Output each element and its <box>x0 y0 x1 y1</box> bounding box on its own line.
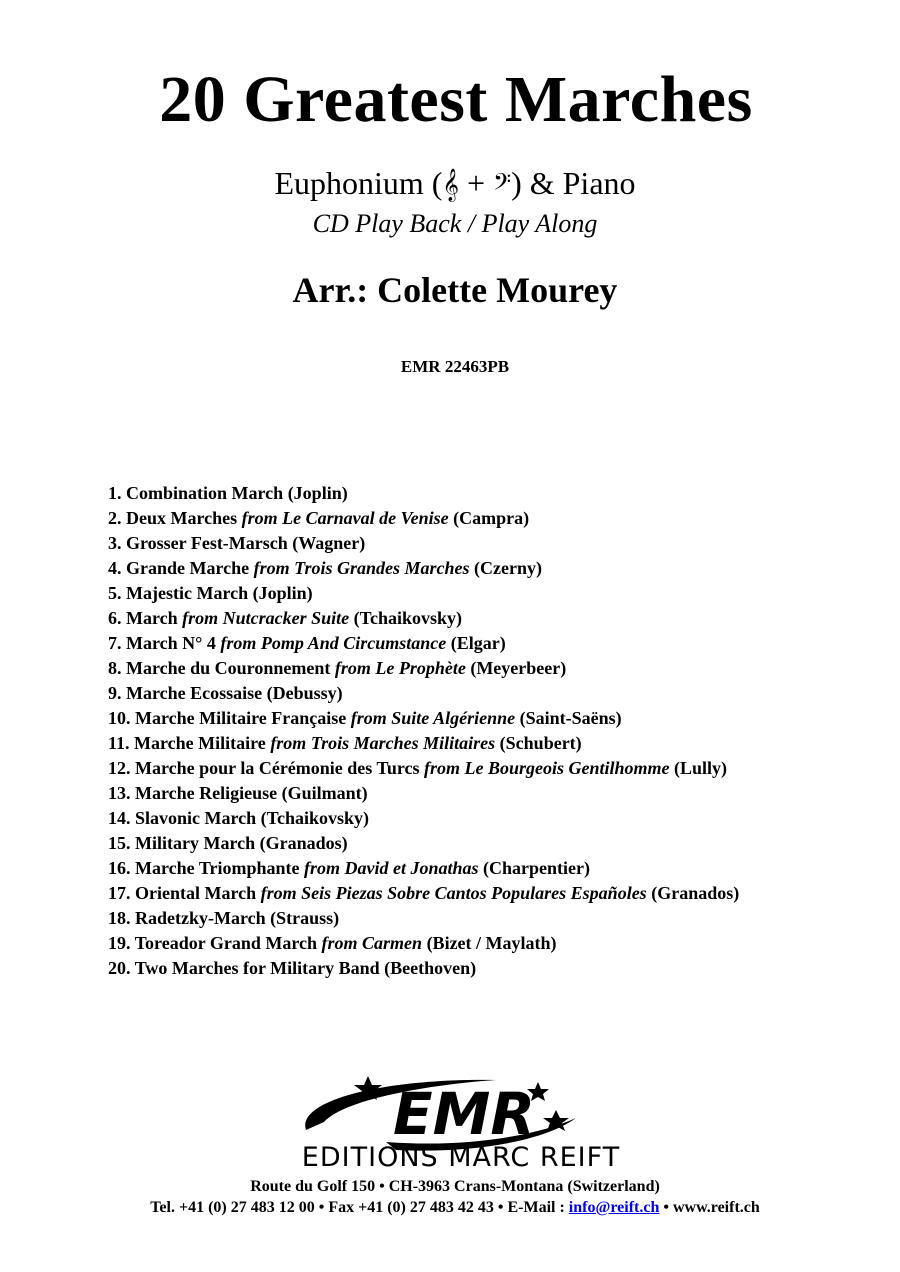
instrumentation-plus: + <box>459 165 494 201</box>
publisher-address: Route du Golf 150 • CH-3963 Crans-Montana (Switzerland) <box>250 1178 660 1195</box>
track-source: from Pomp And Circumstance <box>220 633 447 653</box>
track-source: from Carmen <box>321 933 423 953</box>
track-title: Two Marches for Military Band <box>134 958 380 978</box>
track-item <box>108 656 739 681</box>
track-item <box>108 681 739 706</box>
track-title: Slavonic March <box>135 808 257 828</box>
track-composer: (Joplin) <box>287 483 348 503</box>
track-item <box>108 931 739 956</box>
track-source: from Le Carnaval de Venise <box>241 508 449 528</box>
track-source: from Trois Grandes Marches <box>253 558 470 578</box>
track-source: from Le Prophète <box>334 658 466 678</box>
track-number: 19. <box>108 933 131 953</box>
track-title: Marche Militaire Française <box>135 708 347 728</box>
track-composer: (Granados) <box>651 883 740 903</box>
track-number: 20. <box>108 958 131 978</box>
instrumentation-line <box>0 163 900 205</box>
track-number: 17. <box>108 883 131 903</box>
track-item <box>108 706 739 731</box>
track-number: 1. <box>108 483 122 503</box>
track-source: from Suite Algérienne <box>350 708 516 728</box>
publisher-name: EDITIONS MARC REIFT <box>301 1142 621 1172</box>
track-number: 4. <box>108 558 122 578</box>
track-composer: (Tchaikovsky) <box>260 808 370 828</box>
track-source: from Nutcracker Suite <box>182 608 350 628</box>
track-item <box>108 581 739 606</box>
track-number: 18. <box>108 908 131 928</box>
track-source: from David et Jonathas <box>304 858 479 878</box>
track-number: 9. <box>108 683 122 703</box>
instrumentation-suffix: ) & Piano <box>511 165 636 201</box>
track-title: Marche Militaire <box>134 733 266 753</box>
catalog-number: EMR 22463PB <box>400 357 510 376</box>
track-title: Deux Marches <box>126 508 238 528</box>
track-item <box>108 856 739 881</box>
tagline: CD Play Back / Play Along <box>312 209 598 238</box>
track-item <box>108 806 739 831</box>
track-title: March <box>126 608 178 628</box>
track-item <box>108 606 739 631</box>
track-item <box>108 881 739 906</box>
track-item <box>108 906 739 931</box>
track-composer: (Campra) <box>453 508 530 528</box>
track-composer: (Bizet / Maylath) <box>426 933 557 953</box>
email-link[interactable]: info@reift.ch <box>568 1199 660 1216</box>
track-number: 8. <box>108 658 122 678</box>
track-item <box>108 756 739 781</box>
track-item <box>108 506 739 531</box>
instrumentation-prefix: Euphonium ( <box>274 165 443 201</box>
track-title: Combination March <box>126 483 284 503</box>
track-composer: (Wagner) <box>292 533 366 553</box>
track-item <box>108 481 739 506</box>
track-title: Military March <box>135 833 256 853</box>
track-number: 6. <box>108 608 122 628</box>
track-item <box>108 956 739 981</box>
track-title: Marche Ecossaise <box>126 683 263 703</box>
track-item <box>108 781 739 806</box>
track-composer: (Granados) <box>259 833 348 853</box>
track-number: 5. <box>108 583 122 603</box>
track-number: 15. <box>108 833 131 853</box>
emr-logo <box>236 1070 686 1172</box>
page-title: 20 Greatest Marches <box>159 63 753 136</box>
track-composer: (Charpentier) <box>483 858 590 878</box>
track-item <box>108 556 739 581</box>
track-composer: (Meyerbeer) <box>470 658 567 678</box>
track-composer: (Joplin) <box>252 583 313 603</box>
track-composer: (Czerny) <box>474 558 542 578</box>
track-title: Oriental March <box>135 883 257 903</box>
track-source: from Trois Marches Militaires <box>270 733 496 753</box>
track-composer: (Strauss) <box>270 908 340 928</box>
track-title: Marche du Couronnement <box>126 658 331 678</box>
track-list <box>108 481 739 981</box>
track-composer: (Saint-Saëns) <box>519 708 622 728</box>
track-composer: (Elgar) <box>450 633 506 653</box>
bass-clef-icon: 𝄢 <box>493 168 512 201</box>
track-number: 14. <box>108 808 131 828</box>
track-item <box>108 631 739 656</box>
track-title: Radetzky-March <box>135 908 266 928</box>
track-composer: (Debussy) <box>266 683 343 703</box>
track-composer: (Guilmant) <box>281 783 368 803</box>
track-title: Marche pour la Cérémonie des Turcs <box>135 758 420 778</box>
publisher-contact <box>0 1198 900 1218</box>
track-source: from Le Bourgeois Gentilhomme <box>424 758 670 778</box>
track-composer: (Beethoven) <box>384 958 477 978</box>
track-item <box>108 531 739 556</box>
track-title: Toreador Grand March <box>134 933 318 953</box>
track-composer: (Schubert) <box>499 733 582 753</box>
contact-suffix: • www.reift.ch <box>659 1199 760 1216</box>
logo-letters: EMR <box>393 1080 535 1148</box>
track-number: 12. <box>108 758 131 778</box>
track-item <box>108 731 739 756</box>
arranger: Arr.: Colette Mourey <box>292 270 618 310</box>
track-number: 16. <box>108 858 131 878</box>
track-number: 3. <box>108 533 122 553</box>
contact-prefix: Tel. +41 (0) 27 483 12 00 • Fax +41 (0) 27 483 42 43 • E-Mail : <box>150 1199 569 1216</box>
track-title: Majestic March <box>126 583 249 603</box>
treble-clef-icon: 𝄞 <box>442 168 460 201</box>
track-title: March N° 4 <box>126 633 216 653</box>
track-number: 13. <box>108 783 131 803</box>
track-composer: (Lully) <box>674 758 728 778</box>
track-number: 10. <box>108 708 131 728</box>
track-title: Grande Marche <box>126 558 250 578</box>
track-composer: (Tchaikovsky) <box>353 608 463 628</box>
track-number: 7. <box>108 633 122 653</box>
track-item <box>108 831 739 856</box>
track-title: Marche Triomphante <box>135 858 300 878</box>
track-title: Grosser Fest-Marsch <box>126 533 288 553</box>
track-number: 11. <box>108 733 130 753</box>
track-source: from Seis Piezas Sobre Cantos Populares Españoles <box>260 883 647 903</box>
track-number: 2. <box>108 508 122 528</box>
track-title: Marche Religieuse <box>135 783 278 803</box>
